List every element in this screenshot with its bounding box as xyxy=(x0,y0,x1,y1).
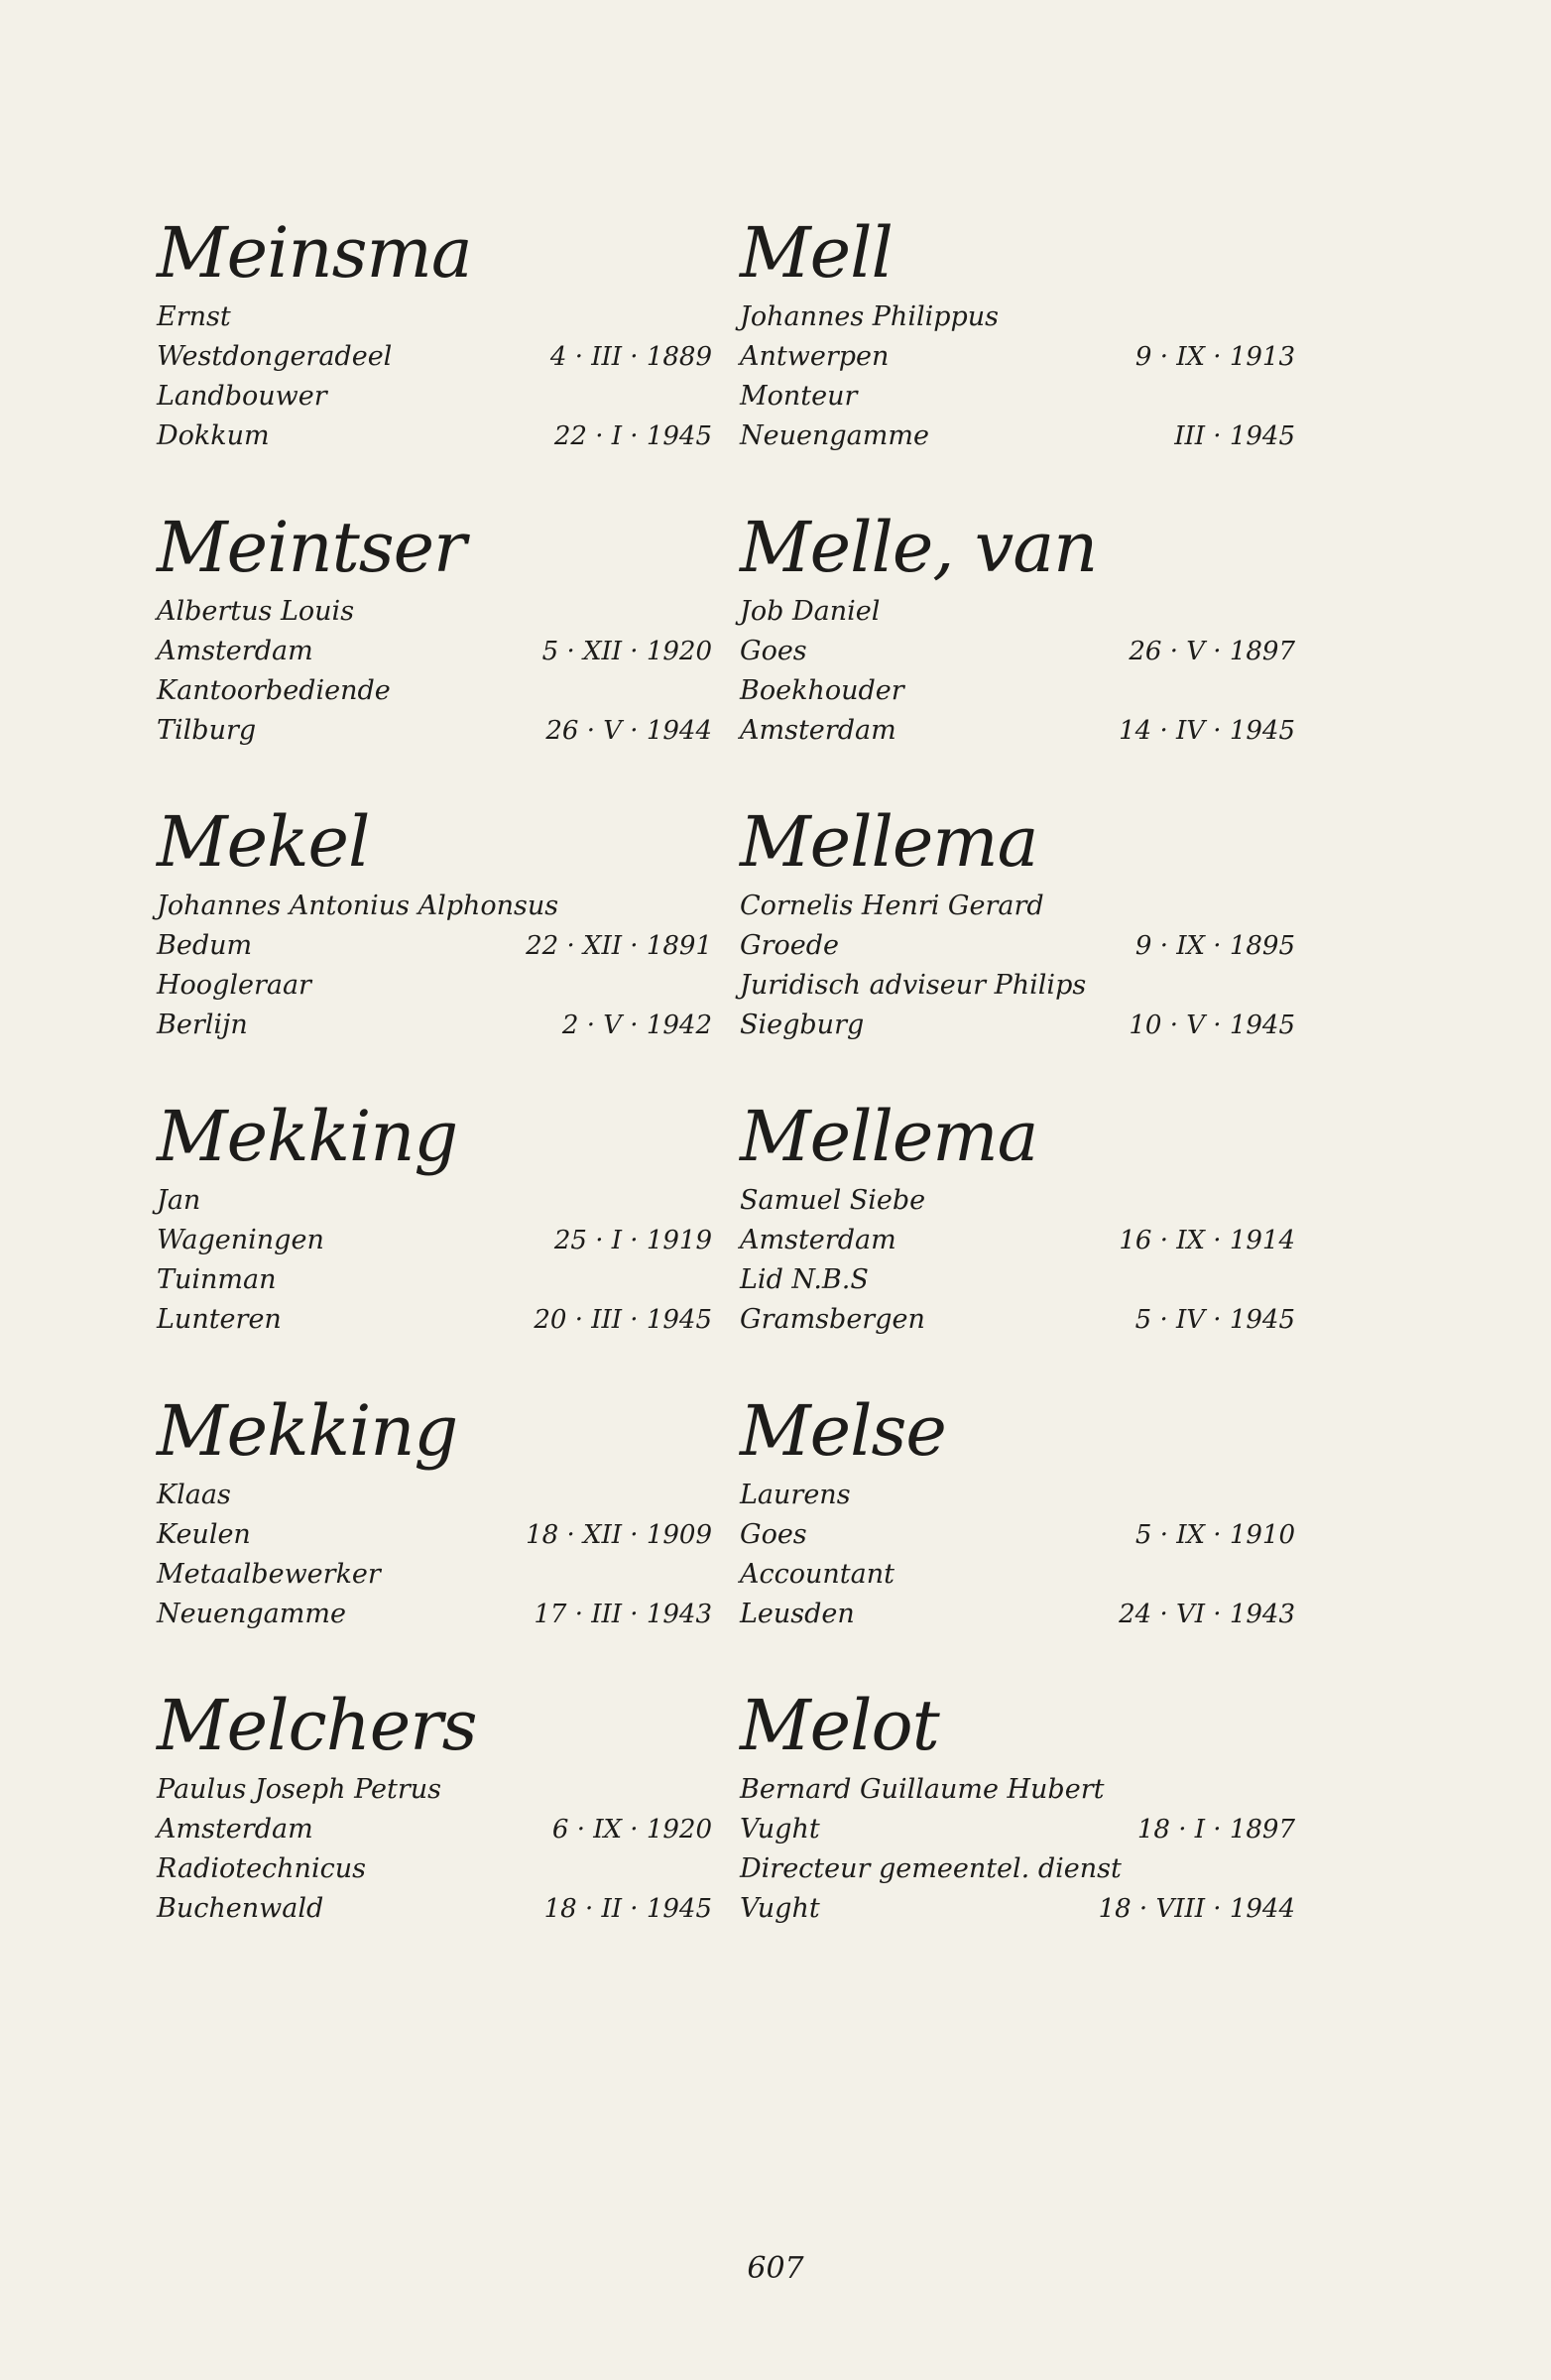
death-place: Neuengamme xyxy=(740,420,929,451)
death-place: Lunteren xyxy=(157,1304,282,1335)
birth-date: 26 · V · 1897 xyxy=(1129,637,1295,666)
given-names: Bernard Guillaume Hubert xyxy=(740,1774,1105,1805)
birth-date: 5 · IX · 1910 xyxy=(1134,1520,1295,1550)
occupation: Metaalbewerker xyxy=(157,1559,381,1590)
birth-date: 4 · III · 1889 xyxy=(549,342,712,372)
death-place: Vught xyxy=(740,1893,820,1924)
occupation: Kantoorbediende xyxy=(157,675,391,706)
entry xyxy=(740,777,1295,1072)
death-place: Neuengamme xyxy=(157,1599,346,1629)
death-date: 5 · IV · 1945 xyxy=(1134,1305,1295,1335)
birth-place: Keulen xyxy=(157,1519,251,1550)
surname: Mell xyxy=(740,212,893,294)
birth-date: 25 · I · 1919 xyxy=(553,1226,712,1255)
death-place: Amsterdam xyxy=(740,715,896,746)
given-names: Job Daniel xyxy=(740,596,881,627)
right-column xyxy=(740,188,1295,1956)
birth-place: Goes xyxy=(740,636,807,666)
entry xyxy=(740,483,1295,777)
birth-date: 9 · IX · 1913 xyxy=(1134,342,1295,372)
death-date: 2 · V · 1942 xyxy=(561,1011,712,1040)
birth-place: Bedum xyxy=(157,930,253,961)
entry xyxy=(740,188,1295,483)
given-names: Albertus Louis xyxy=(157,596,355,627)
given-names: Samuel Siebe xyxy=(740,1185,926,1216)
death-place: Buchenwald xyxy=(157,1893,324,1924)
occupation: Boekhouder xyxy=(740,675,904,706)
occupation: Accountant xyxy=(740,1559,895,1590)
surname: Melchers xyxy=(157,1685,477,1766)
occupation: Hoogleraar xyxy=(157,970,311,1001)
death-date: III · 1945 xyxy=(1174,421,1295,451)
death-place: Siegburg xyxy=(740,1010,865,1040)
birth-date: 5 · XII · 1920 xyxy=(541,637,712,666)
birth-date: 22 · XII · 1891 xyxy=(526,931,712,961)
entry xyxy=(157,1367,712,1661)
occupation: Landbouwer xyxy=(157,381,327,412)
given-names: Klaas xyxy=(157,1480,231,1510)
occupation: Radiotechnicus xyxy=(157,1853,366,1884)
entry xyxy=(740,1661,1295,1956)
death-date: 20 · III · 1945 xyxy=(534,1305,712,1335)
death-date: 14 · IV · 1945 xyxy=(1119,716,1295,746)
entry xyxy=(157,777,712,1072)
death-place: Berlijn xyxy=(157,1010,248,1040)
birth-date: 18 · I · 1897 xyxy=(1136,1815,1295,1844)
given-names: Cornelis Henri Gerard xyxy=(740,891,1044,921)
given-names: Johannes Antonius Alphonsus xyxy=(157,891,559,921)
surname: Meinsma xyxy=(157,212,472,294)
death-date: 18 · VIII · 1944 xyxy=(1098,1894,1295,1924)
given-names: Ernst xyxy=(157,301,231,332)
occupation: Directeur gemeentel. dienst xyxy=(740,1853,1122,1884)
death-place: Tilburg xyxy=(157,715,257,746)
surname: Melot xyxy=(740,1685,939,1766)
surname: Mellema xyxy=(740,801,1038,883)
death-place: Dokkum xyxy=(157,420,270,451)
birth-place: Amsterdam xyxy=(740,1225,896,1255)
death-date: 24 · VI · 1943 xyxy=(1119,1600,1295,1629)
entry xyxy=(157,483,712,777)
surname: Mellema xyxy=(740,1096,1038,1177)
birth-place: Westdongeradeel xyxy=(157,341,393,372)
birth-place: Wageningen xyxy=(157,1225,324,1255)
entry xyxy=(740,1367,1295,1661)
death-date: 17 · III · 1943 xyxy=(534,1600,712,1629)
death-date: 26 · V · 1944 xyxy=(545,716,712,746)
death-place: Gramsbergen xyxy=(740,1304,925,1335)
entry xyxy=(157,188,712,483)
birth-place: Antwerpen xyxy=(740,341,890,372)
left-column xyxy=(157,188,712,1956)
surname: Mekking xyxy=(157,1390,458,1472)
death-date: 22 · I · 1945 xyxy=(553,421,712,451)
occupation: Monteur xyxy=(740,381,858,412)
surname: Melle, van xyxy=(740,507,1098,588)
given-names: Jan xyxy=(157,1185,201,1216)
birth-place: Amsterdam xyxy=(157,1814,313,1844)
surname: Melse xyxy=(740,1390,946,1472)
entry xyxy=(157,1661,712,1956)
death-date: 10 · V · 1945 xyxy=(1129,1011,1295,1040)
occupation: Lid N.B.S xyxy=(740,1264,869,1295)
page-number: 607 xyxy=(747,2251,804,2286)
birth-date: 18 · XII · 1909 xyxy=(526,1520,712,1550)
occupation: Juridisch adviseur Philips xyxy=(740,970,1087,1001)
birth-date: 6 · IX · 1920 xyxy=(551,1815,712,1844)
birth-date: 16 · IX · 1914 xyxy=(1119,1226,1295,1255)
occupation: Tuinman xyxy=(157,1264,277,1295)
birth-place: Vught xyxy=(740,1814,820,1844)
birth-place: Goes xyxy=(740,1519,807,1550)
death-date: 18 · II · 1945 xyxy=(543,1894,712,1924)
birth-date: 9 · IX · 1895 xyxy=(1134,931,1295,961)
surname: Mekking xyxy=(157,1096,458,1177)
given-names: Johannes Philippus xyxy=(740,301,1000,332)
surname: Mekel xyxy=(157,801,370,883)
given-names: Paulus Joseph Petrus xyxy=(157,1774,442,1805)
birth-place: Groede xyxy=(740,930,839,961)
birth-place: Amsterdam xyxy=(157,636,313,666)
surname: Meintser xyxy=(157,507,466,588)
given-names: Laurens xyxy=(740,1480,851,1510)
death-place: Leusden xyxy=(740,1599,855,1629)
entry xyxy=(157,1072,712,1367)
entry xyxy=(740,1072,1295,1367)
